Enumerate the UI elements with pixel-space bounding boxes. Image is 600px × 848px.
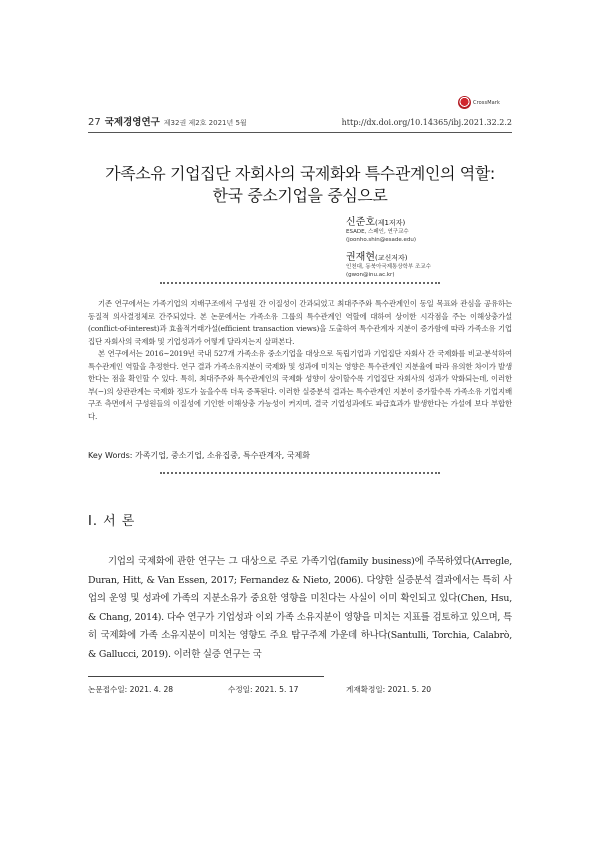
author-email[interactable]: (gwon@inu.ac.kr): [346, 272, 395, 278]
paper-subtitle: 한국 중소기업을 중심으로: [212, 186, 388, 205]
journal-name: 국제경영연구: [104, 117, 160, 128]
crossmark-label: CrossMark: [473, 99, 500, 106]
received-date: 논문접수일: 2021. 4. 28: [88, 685, 174, 694]
body-paragraph: 기업의 국제화에 관한 연구는 그 대상으로 주로 가족기업(family business)에 주목하였다(Arregle, Duran, Hitt, & Van Essen, 2017; Fernandez & Nieto, 2006). 다양한 실증분석 결과에서는 특히 사업의 운영 및 성과에 가족의 지분소유가 중요한 영향을 미친다는 사실이 이미 확인되고 있다(Chen, Hsu, & Chang, 2014). 다수 연구가 기업성과 이외 가족 소유지분이 영향을 미치는 지표를 검토하고 있으며, 특히 국제화에 가족 소유지분이 미치는 영향도 주요 탐구주제 가운데 하나다(Santulli, Torchia, Calabrò, & Gallucci, 2019). 이러한 실증 연구는 국: [88, 556, 512, 660]
abstract-top-divider: [160, 282, 440, 284]
author-role: (교신저자): [374, 254, 408, 262]
crossmark-badge[interactable]: [458, 96, 500, 109]
abstract-paragraph-2: 본 연구에서는 2016~2019년 국내 527개 가족소유 중소기업을 대상으로 독립기업과 기업집단 자회사 간 국제화를 비교·분석하여 특수관계인 역할을 추정한다. 연구 결과 가족소유지분이 국제화 및 성과에 미치는 영향은 특수관계인 지분율에 따라 유의한 차이가 발생한다는 점을 확인할 수 있다. 특히, 최대주주와 특수관계인의 국제화 성향이 상이할수록 기업집단 자회사의 성과가 약화되는데, 이러한 부(−)의 상관관계는 국제화 정도가 높을수록 더욱 증폭된다. 이러한 실증분석 결과는 특수관계인 지분이 증가할수록 가족소유 기업지배구조 측면에서 구성원들의 이질성에 기인한 이해상충 가능성이 커지며, 결국 기업성과에도 파급효과가 발생한다는 가설에 보다 부합한다.: [88, 349, 512, 421]
author-role: (제1저자): [374, 219, 406, 227]
abstract: [88, 298, 512, 423]
author-block-1: [346, 213, 416, 244]
abstract-paragraph-1: 기존 연구에서는 가족기업의 지배구조에서 구성원 간 이질성이 간과되었고 최대주주와 특수관계인이 동일 목표와 관심을 공유하는 동질적 의사결정체로 간주되었다. 본 논문에서는 가족소유 그룹의 특수관계인 역할에 대하여 상이한 시각점을 주는 이해상충가설(conflict-of-interest)과 효율적거래가설(efficient transaction views)을 도출하여 특수관계자 지분이 증가함에 따라 가족소유 기업집단 자회사의 국제화 및 기업성과가 어떻게 달라지는지 살펴본다.: [88, 299, 512, 346]
author-block-2: [346, 248, 431, 279]
journal-issue: 제32권 제2호 2021년 5월: [163, 119, 247, 127]
page-number: 27: [88, 117, 101, 128]
keywords: Key Words: 가족기업, 중소기업, 소유집중, 특수관계자, 국제화: [88, 451, 310, 460]
footnote-rule: [88, 676, 324, 677]
abstract-bottom-divider: [160, 472, 440, 474]
author-name-line: [346, 213, 416, 228]
section-heading: Ⅰ. 서 론: [88, 514, 136, 529]
accepted-date: 게재확정일: 2021. 5. 20: [346, 685, 432, 694]
author-name-line: [346, 248, 431, 263]
header-rule: [88, 132, 512, 133]
doi-link[interactable]: http://dx.doi.org/10.14365/ibj.2021.32.2.2: [341, 118, 512, 127]
author-name: 권재현: [346, 252, 375, 263]
revised-date: 수정일: 2021. 5. 17: [228, 685, 299, 694]
author-name: 신준호: [346, 217, 375, 228]
crossmark-icon: [458, 96, 471, 109]
body-text: [88, 553, 512, 665]
author-affiliation: ESADE, 스페인, 연구교수: [346, 229, 409, 235]
author-email[interactable]: (joonho.shin@esade.edu): [346, 237, 417, 243]
running-head-left: [88, 114, 247, 128]
paper-title: 가족소유 기업집단 자회사의 국제화와 특수관계인의 역할:: [105, 164, 495, 183]
author-affiliation: 인천대, 동북아국제통상학부 조교수: [346, 264, 431, 270]
running-head: [88, 114, 512, 130]
